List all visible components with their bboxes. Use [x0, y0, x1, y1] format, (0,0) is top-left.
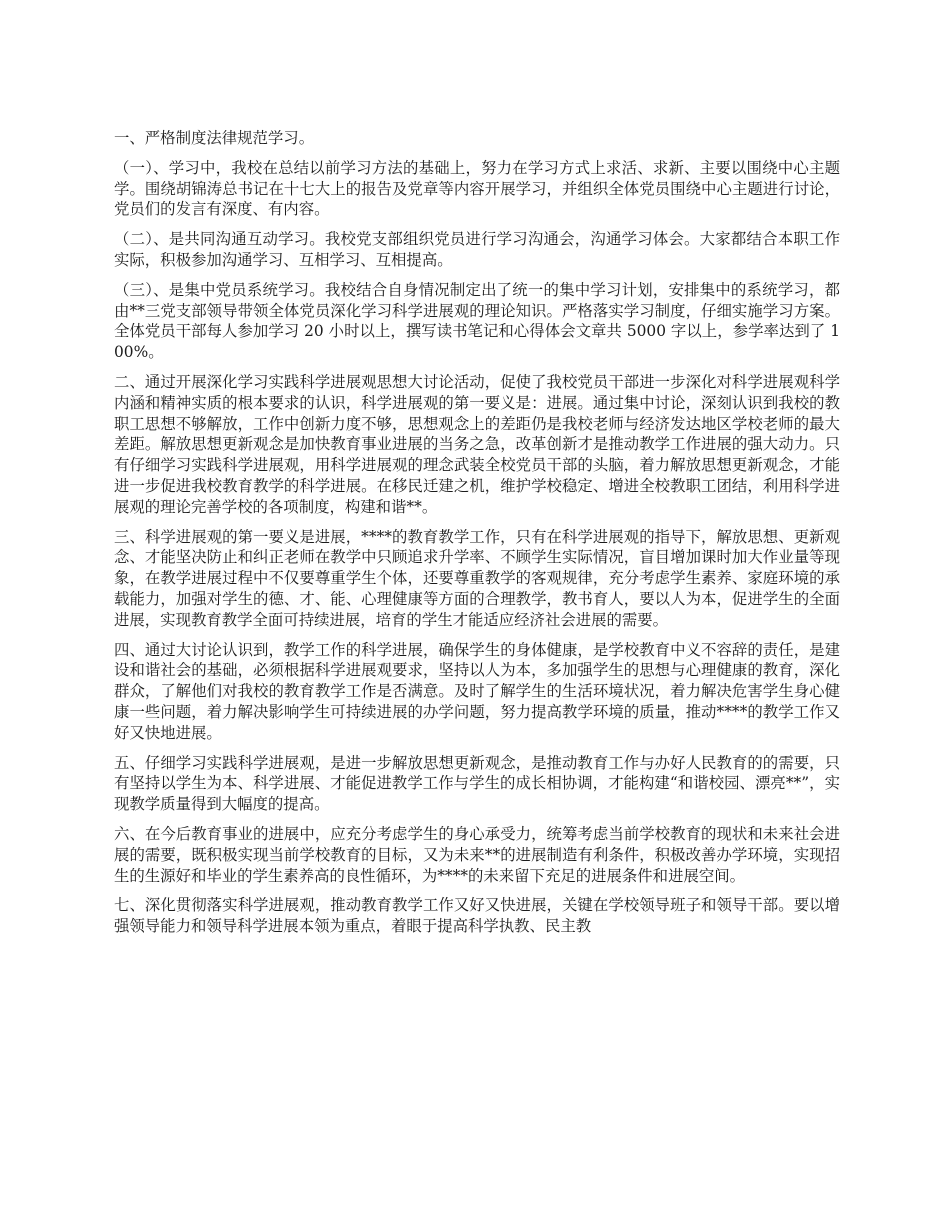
- section-2-paragraph: 二、通过开展深化学习实践科学进展观思想大讨论活动，促使了我校党员干部进一步深化对科学进展观科学内涵和精神实质的根本要求的认识，科学进展观的第一要义是：进展。通过集中讨论，深刻认识到我校的教职工思想不够解放，工作中创新力度不够，思想观念上的差距仍是我校老师与经济发达地区学校老师的最大差距。解放思想更新观念是加快教育事业进展的当务之急，改革创新才是推动教学工作进展的强大动力。只有仔细学习实践科学进展观，用科学进展观的理念武装全校党员干部的头脑，着力解放思想更新观念，才能进一步促进我校教育教学的科学进展。在移民迁建之机，维护学校稳定、增进全校教职工团结，利用科学进展观的理论完善学校的各项制度，构建和谐**。: [114, 372, 840, 516]
- paragraph-communication-study: （二）、是共同沟通互动学习。我校党支部组织党员进行学习沟通会，沟通学习体会。大家都结合本职工作实际，积极参加沟通学习、互相学习、互相提高。: [114, 230, 840, 269]
- section-3-paragraph: 三、科学进展观的第一要义是进展，****的教育教学工作，只有在科学进展观的指导下，解放思想、更新观念、才能坚决防止和纠正老师在教学中只顾追求升学率、不顾学生实际情况，盲目增加课时加大作业量等现象，在教学进展过程中不仅要尊重学生个体，还要尊重教学的客观规律，充分考虑学生素养、家庭环境的承载能力，加强对学生的德、才、能、心理健康等方面的合理教学，教书育人，要以人为本，促进学生的全面进展，实现教育教学全面可持续进展，培育的学生才能适应经济社会进展的需要。: [114, 527, 840, 629]
- section-7-paragraph: 七、深化贯彻落实科学进展观，推动教育教学工作又好又快进展，关键在学校领导班子和领导干部。要以增强领导能力和领导科学进展本领为重点，着眼于提高科学执教、民主教: [114, 896, 840, 936]
- section-4-paragraph: 四、通过大讨论认识到，教学工作的科学进展，确保学生的身体健康，是学校教育中义不容辞的责任，是建设和谐社会的基础，必须根据科学进展观要求，坚持以人为本，多加强学生的思想与心理健康的教育，深化群众，了解他们对我校的教育教学工作是否满意。及时了解学生的生活环境状况，着力解决危害学生身心健康一些问题，着力解决影响学生可持续进展的办学问题，努力提高教学环境的质量，推动****的教学工作又好又快地进展。: [114, 640, 840, 742]
- paragraph-study-methods: （一）、学习中，我校在总结以前学习方法的基础上，努力在学习方式上求活、求新、主要以围绕中心主题学。围绕胡锦涛总书记在十七大上的报告及党章等内容开展学习，并组织全体党员围绕中心主题进行讨论，党员们的发言有深度、有内容。: [114, 158, 840, 219]
- paragraph-system-study: （三）、是集中党员系统学习。我校结合自身情况制定出了统一的集中学习计划，安排集中的系统学习，都由**三党支部领导带领全体党员深化学习科学进展观的理论知识。严格落实学习制度，仔细实施学习方案。全体党员干部每人参加学习 20 小时以上，撰写读书笔记和心得体会文章共 5000 字以上，参学率达到了 100%。: [114, 280, 840, 362]
- section-5-paragraph: 五、仔细学习实践科学进展观，是进一步解放思想更新观念，是推动教育工作与办好人民教育的的需要，只有坚持以学生为本、科学进展、才能促进教学工作与学生的成长相协调，才能构建“和谐校园、漂亮**”，实现教学质量得到大幅度的提高。: [114, 753, 840, 814]
- section-heading-1: 一、严格制度法律规范学习。: [114, 129, 315, 147]
- document-page: [114, 128, 840, 946]
- section-6-paragraph: 六、在今后教育事业的进展中，应充分考虑学生的身心承受力，统筹考虑当前学校教育的现状和未来社会进展的需要，既积极实现当前学校教育的目标，又为未来**的进展制造有利条件，积极改善办学环境，实现招生的生源好和毕业的学生素养高的良性循环，为****的未来留下充足的进展条件和进展空间。: [114, 824, 840, 885]
